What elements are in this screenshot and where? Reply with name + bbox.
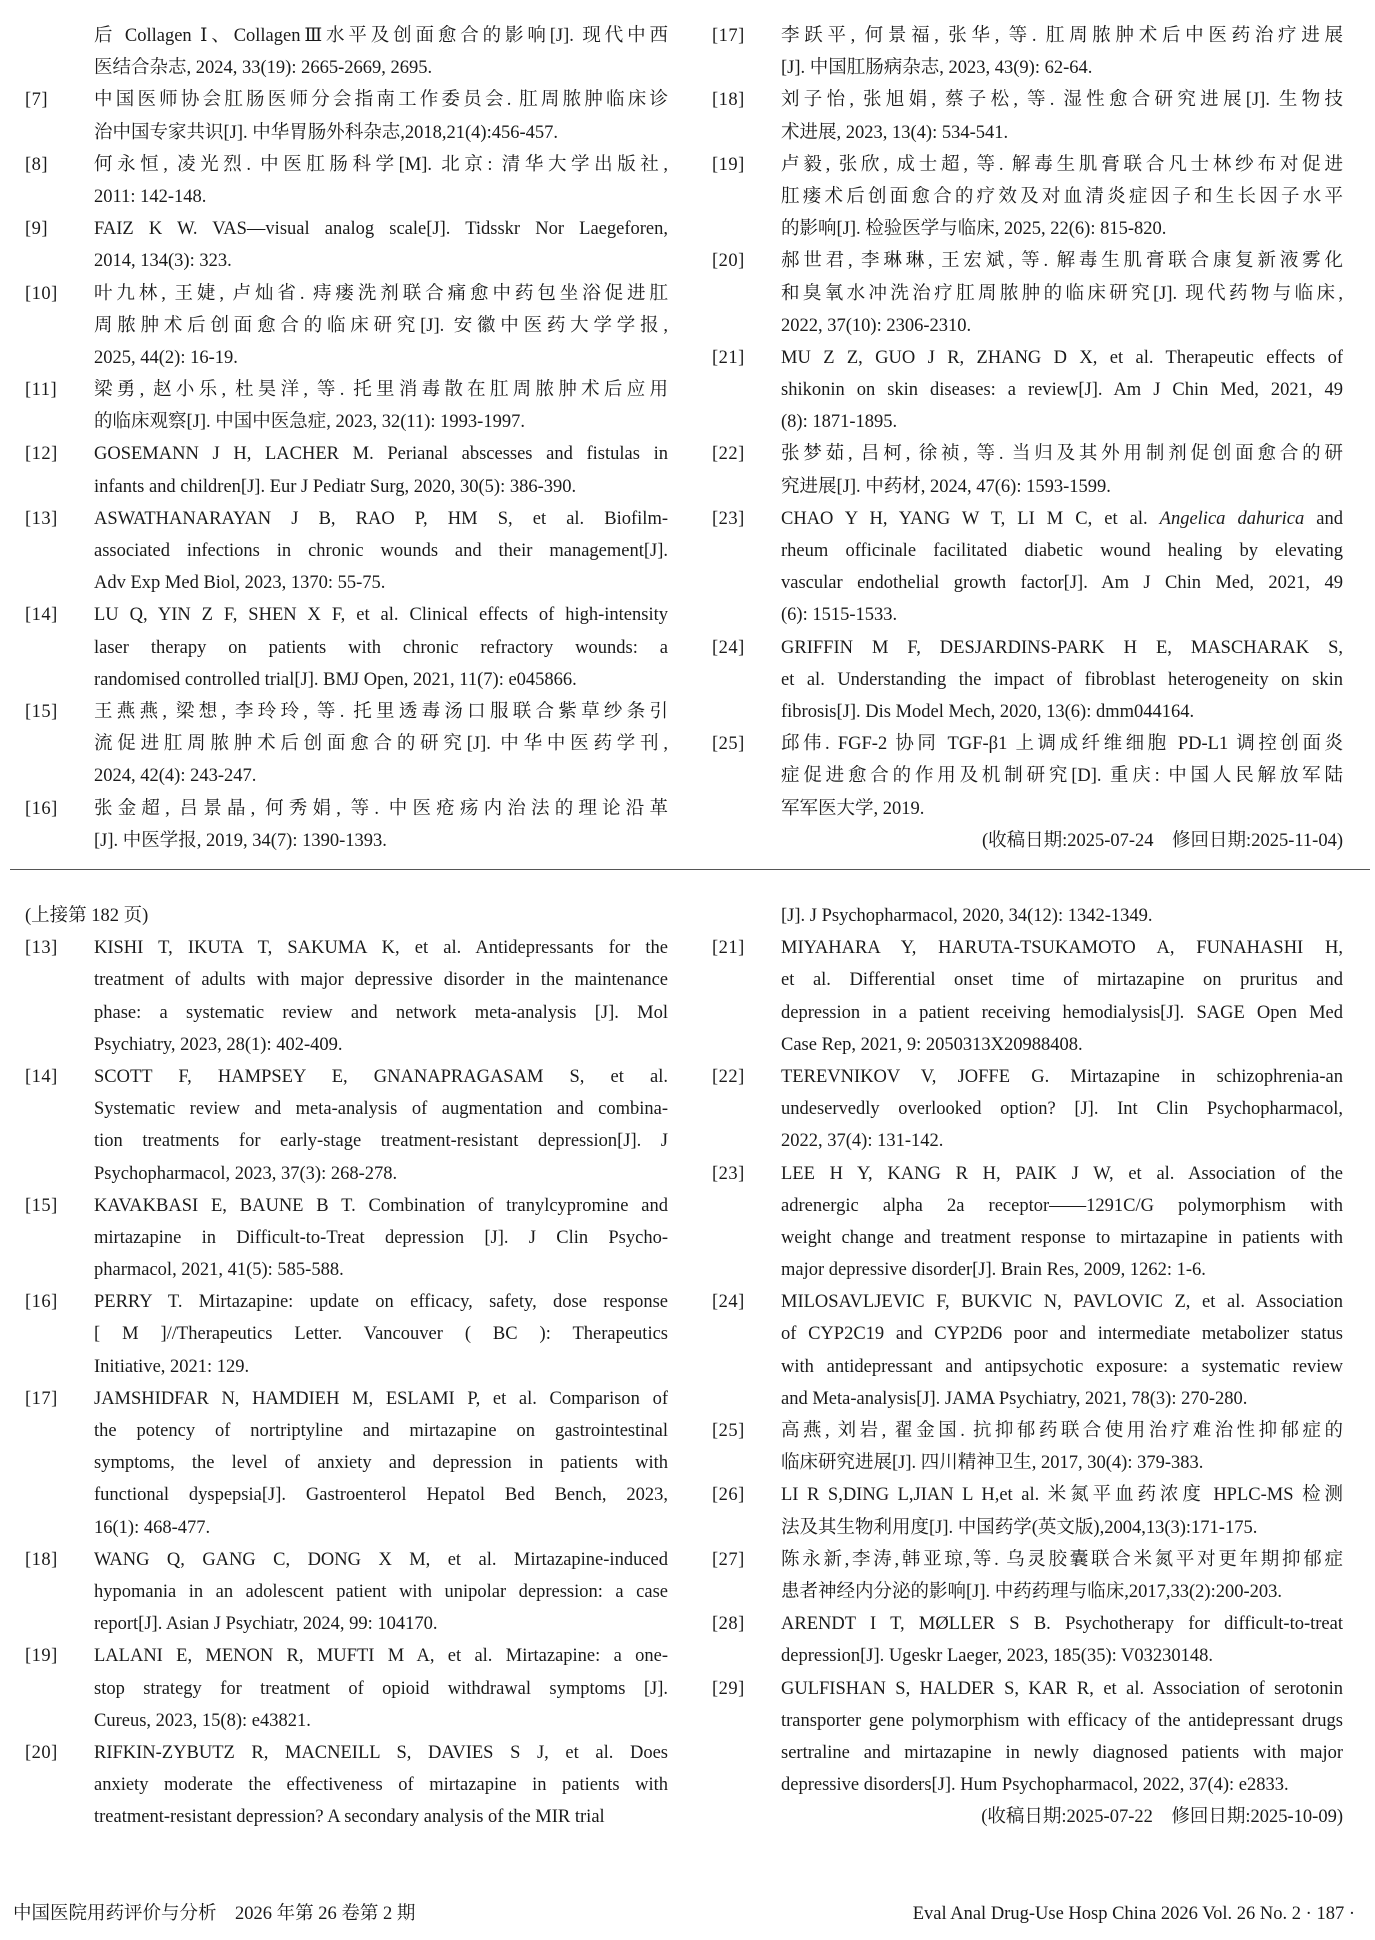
reference-text — [781, 84, 1343, 148]
reference-item — [712, 438, 1343, 502]
reference-line: 和臭氧水冲洗治疗肛周脓肿的临床研究[J]. 现代药物与临床, — [781, 283, 1343, 304]
reference-line: depression in a patient receiving hemodialysis[J]. SAGE Open Med — [781, 1002, 1343, 1023]
reference-text — [94, 1737, 668, 1834]
reference-line: Case Rep, 2021, 9: 2050313X20988408. — [781, 1034, 1083, 1055]
reference-number: [24] — [712, 1292, 745, 1313]
reference-text — [94, 438, 668, 502]
reference-line: anxiety moderate the effectiveness of mirtazapine in patients with — [94, 1775, 668, 1796]
reference-item — [712, 1158, 1343, 1287]
reference-line: major depressive disorder[J]. Brain Res, 2009, 1262: 1-6. — [781, 1260, 1206, 1281]
reference-line: 李跃平, 何景福, 张华, 等. 肛周脓肿术后中医药治疗进展 — [781, 26, 1343, 46]
reference-text — [94, 1640, 668, 1737]
reference-line: randomised controlled trial[J]. BMJ Open, 2021, 11(7): e045866. — [94, 669, 577, 690]
reference-line: et al. Understanding the impact of fibroblast heterogeneity on skin — [781, 669, 1343, 690]
reference-number: [14] — [25, 605, 58, 626]
reference-line: JAMSHIDFAR N, HAMDIEH M, ESLAMI P, et al. Comparison of — [94, 1388, 668, 1409]
reference-line: 2011: 142-148. — [94, 186, 207, 207]
reference-number: [17] — [25, 1388, 58, 1409]
reference-line: LI R S,DING L,JIAN L H,et al. 米氮平血药浓度 HPLC-MS 检测 — [781, 1485, 1343, 1506]
reference-line: 临床研究进展[J]. 四川精神卫生, 2017, 30(4): 379-383. — [781, 1453, 1204, 1474]
reference-line: 陈永新,李涛,韩亚琼,等. 乌灵胶囊联合米氮平对更年期抑郁症 — [781, 1549, 1343, 1570]
reference-number: [15] — [25, 701, 58, 722]
reference-text — [94, 1061, 668, 1190]
reference-text — [781, 1544, 1343, 1608]
reference-item — [712, 245, 1343, 342]
reference-line: Psychiatry, 2023, 28(1): 402-409. — [94, 1034, 343, 1055]
reference-line: 张金超, 吕景晶, 何秀娟, 等. 中医疮疡内治法的理论沿革 — [94, 798, 668, 819]
reference-item — [25, 696, 668, 793]
journal-footer-english: Eval Anal Drug-Use Hosp China 2026 Vol. 26 No. 2 · 187 · — [912, 1904, 1355, 1924]
reference-line: ASWATHANARAYAN J B, RAO P, HM S, et al. Biofilm- — [94, 508, 668, 529]
reference-number: [14] — [25, 1066, 58, 1087]
reference-list — [712, 20, 1343, 825]
reference-line: [J]. 中医学报, 2019, 34(7): 1390-1393. — [94, 830, 387, 851]
reference-number: [8] — [25, 154, 49, 175]
reference-item — [25, 84, 668, 148]
reference-item — [25, 1190, 668, 1287]
reference-line: vascular endothelial growth factor[J]. Am J Chin Med, 2021, 49 — [781, 573, 1343, 594]
reference-line-text: CHAO Y H, YANG W T, LI M C, et al. — [781, 508, 1148, 529]
reference-line: the potency of nortriptyline and mirtazapine on gastrointestinal — [94, 1421, 668, 1441]
reference-line: 梁勇, 赵小乐, 杜昊洋, 等. 托里消毒散在肛周脓肿术后应用 — [94, 380, 668, 401]
journal-footer-chinese: 中国医院用药评价与分析 2026 年第 26 卷第 2 期 — [13, 1904, 416, 1924]
reference-line: 术进展, 2023, 13(4): 534-541. — [781, 122, 1009, 143]
reference-text — [94, 503, 668, 600]
reference-item — [25, 503, 668, 600]
reference-line: pharmacol, 2021, 41(5): 585-588. — [94, 1260, 344, 1281]
reference-number: [19] — [712, 154, 745, 175]
reference-line: hypomania in an adolescent patient with unipolar depression: a case — [94, 1581, 668, 1602]
reference-line: 卢毅, 张欣, 成士超, 等. 解毒生肌膏联合凡士林纱布对促进 — [781, 154, 1343, 175]
reference-line: TEREVNIKOV V, JOFFE G. Mirtazapine in schizophrenia-an — [781, 1066, 1343, 1087]
reference-line: 法及其生物利用度[J]. 中国药学(英文版),2004,13(3):171-175. — [781, 1517, 1258, 1538]
reference-line: 症促进愈合的作用及机制研究[D]. 重庆: 中国人民解放军陆 — [781, 766, 1343, 787]
reference-item — [712, 1286, 1343, 1415]
reference-line: WANG Q, GANG C, DONG X M, et al. Mirtazapine-induced — [94, 1549, 668, 1570]
reference-list — [25, 932, 668, 1833]
reference-line: 患者神经内分泌的影响[J]. 中药药理与临床,2017,33(2):200-203. — [781, 1581, 1283, 1602]
reference-line: 2014, 134(3): 323. — [94, 251, 232, 272]
italic-species-name: Angelica dahurica — [1159, 508, 1305, 529]
reference-number: [17] — [712, 26, 745, 46]
reference-line: 中国医师协会肛肠医师分会指南工作委员会. 肛周脓肿临床诊 — [94, 90, 668, 111]
reference-line: 的影响[J]. 检验医学与临床, 2025, 22(6): 815-820. — [781, 219, 1167, 240]
reference-item — [25, 1061, 668, 1190]
reference-line: MIYAHARA Y, HARUTA-TSUKAMOTO A, FUNAHASHI H, — [781, 938, 1343, 959]
reference-line: 2022, 37(4): 131-142. — [781, 1131, 944, 1152]
reference-number: [18] — [712, 90, 745, 111]
reference-line: 周脓肿术后创面愈合的临床研究[J]. 安徽中医药大学学报, — [94, 315, 668, 336]
reference-line: symptoms, the level of anxiety and depression in patients with — [94, 1453, 668, 1474]
reference-line: Psychopharmacol, 2023, 37(3): 268-278. — [94, 1163, 398, 1184]
reference-number: [26] — [712, 1485, 745, 1506]
reference-number: [20] — [712, 251, 745, 272]
reference-line: of CYP2C19 and CYP2D6 poor and intermediate metabolizer status — [781, 1324, 1343, 1345]
reference-line: 王燕燕, 梁想, 李玲玲, 等. 托里透毒汤口服联合紫草纱条引 — [94, 701, 668, 722]
reference-line: 刘子怡, 张旭娟, 蔡子松, 等. 湿性愈合研究进展[J]. 生物技 — [781, 90, 1343, 111]
reference-line: KAVAKBASI E, BAUNE B T. Combination of tranylcypromine and — [94, 1195, 668, 1216]
reference-number: [23] — [712, 1163, 745, 1184]
reference-item — [25, 1640, 668, 1737]
reference-item — [25, 599, 668, 696]
reference-number: [19] — [25, 1646, 58, 1667]
reference-number: [18] — [25, 1549, 58, 1570]
reference-text — [781, 20, 1343, 84]
reference-number: [22] — [712, 1066, 745, 1087]
reference-line: depressive disorders[J]. Hum Psychopharmacol, 2022, 37(4): e2833. — [781, 1775, 1289, 1796]
reference-text — [781, 1608, 1343, 1672]
reference-line: undeservedly overlooked option? [J]. Int Clin Psychopharmacol, — [781, 1099, 1343, 1120]
reference-text — [781, 728, 1343, 825]
reference-line: (6): 1515-1533. — [781, 605, 898, 626]
reference-line: MU Z Z, GUO J R, ZHANG D X, et al. Therapeutic effects of — [781, 347, 1343, 368]
reference-number: [7] — [25, 90, 49, 111]
reference-item — [712, 1608, 1343, 1672]
reference-number: [16] — [25, 1292, 58, 1313]
reference-item — [25, 1286, 668, 1383]
reference-line: 16(1): 468-477. — [94, 1517, 211, 1538]
reference-number: [28] — [712, 1614, 745, 1635]
reference-line: with antidepressant and antipsychotic exposure: a systematic review — [781, 1356, 1343, 1377]
reference-line: 2025, 44(2): 16-19. — [94, 347, 238, 368]
reference-text — [781, 342, 1343, 439]
reference-item — [25, 932, 668, 1061]
reference-line: Initiative, 2021: 129. — [94, 1356, 250, 1377]
reference-number: [29] — [712, 1678, 745, 1699]
reference-item — [25, 374, 668, 438]
reference-text — [781, 438, 1343, 502]
reference-line: 究进展[J]. 中药材, 2024, 47(6): 1593-1599. — [781, 476, 1111, 497]
reference-item — [712, 1673, 1343, 1802]
reference-line: 何永恒, 凌光烈. 中医肛肠科学[M]. 北京: 清华大学出版社, — [94, 154, 668, 175]
reference-item — [712, 632, 1343, 729]
reference-line: functional dyspepsia[J]. Gastroenterol Hepatol Bed Bench, 2023, — [94, 1485, 668, 1506]
reference-line: phase: a systematic review and network meta-analysis [J]. Mol — [94, 1002, 668, 1023]
reference-text — [781, 149, 1343, 246]
reference-line: infants and children[J]. Eur J Pediatr Surg, 2020, 30(5): 386-390. — [94, 476, 577, 497]
reference-line: FAIZ K W. VAS—visual analog scale[J]. Tidsskr Nor Laegeforen, — [94, 219, 668, 240]
reference-number: [13] — [25, 508, 58, 529]
reference-item — [25, 213, 668, 277]
reference-line: stop strategy for treatment of opioid withdrawal symptoms [J]. — [94, 1678, 668, 1699]
reference-line: 叶九林, 王婕, 卢灿省. 痔瘘洗剂联合痛愈中药包坐浴促进肛 — [94, 283, 668, 304]
reference-line: 治中国专家共识[J]. 中华胃肠外科杂志,2018,21(4):456-457. — [94, 122, 559, 143]
reference-text — [94, 1286, 668, 1383]
reference-line: GULFISHAN S, HALDER S, KAR R, et al. Association of serotonin — [781, 1678, 1343, 1699]
reference-item — [25, 1544, 668, 1641]
reference-line: Systematic review and meta-analysis of augmentation and combina- — [94, 1099, 668, 1120]
reference-text — [781, 932, 1343, 1061]
reference-line: 军军医大学, 2019. — [781, 798, 925, 819]
reference-list — [712, 932, 1343, 1801]
reference-text — [781, 1415, 1343, 1479]
reference-text — [781, 1286, 1343, 1415]
reference-text — [94, 793, 668, 857]
reference-line: Cureus, 2023, 15(8): e43821. — [94, 1710, 311, 1731]
reference-item — [25, 1737, 668, 1834]
reference-line: laser therapy on patients with chronic refractory wounds: a — [94, 637, 668, 658]
reference-number: [22] — [712, 444, 745, 465]
reference-number: [25] — [712, 1421, 745, 1441]
reference-line: 张梦茹, 吕柯, 徐祯, 等. 当归及其外用制剂促创面愈合的研 — [781, 444, 1343, 465]
reference-line: 2024, 42(4): 243-247. — [94, 766, 257, 787]
reference-text — [94, 149, 668, 213]
reference-text — [94, 1190, 668, 1287]
reference-line: weight change and treatment response to mirtazapine in patients with — [781, 1227, 1343, 1248]
reference-number: [20] — [25, 1742, 58, 1763]
reference-number: [25] — [712, 734, 745, 755]
reference-number: [21] — [712, 347, 745, 368]
received-revised-dates: (收稿日期:2025-07-22 修回日期:2025-10-09) — [981, 1807, 1343, 1828]
reference-item — [712, 342, 1343, 439]
reference-text — [781, 245, 1343, 342]
reference-text — [781, 632, 1343, 729]
reference-line: adrenergic alpha 2a receptor——1291C/G polymorphism with — [781, 1195, 1343, 1216]
reference-list — [25, 84, 668, 857]
reference-line: transporter gene polymorphism with efficacy of the antidepressant drugs — [781, 1710, 1343, 1731]
received-revised-dates: (收稿日期:2025-07-24 修回日期:2025-11-04) — [981, 830, 1343, 851]
reference-line: LEE H Y, KANG R H, PAIK J W, et al. Association of the — [781, 1163, 1343, 1184]
reference-number: [12] — [25, 444, 58, 465]
reference-line: 郝世君, 李琳琳, 王宏斌, 等. 解毒生肌膏联合康复新液雾化 — [781, 251, 1343, 272]
reference-line: LU Q, YIN Z F, SHEN X F, et al. Clinical effects of high-intensity — [94, 605, 668, 626]
reference-item — [712, 84, 1343, 148]
reference-line: 的临床观察[J]. 中国中医急症, 2023, 32(11): 1993-1997. — [94, 412, 525, 433]
reference-line: mirtazapine in Difficult-to-Treat depression [J]. J Clin Psycho- — [94, 1227, 668, 1248]
reference-item — [25, 278, 668, 375]
reference-text — [781, 1673, 1343, 1802]
reference-line: treatment-resistant depression? A secondary analysis of the MIR trial — [94, 1807, 605, 1828]
reference-text — [94, 84, 668, 148]
reference-text — [94, 278, 668, 375]
reference-line: report[J]. Asian J Psychiatr, 2024, 99: 104170. — [94, 1614, 438, 1635]
reference-line: 2022, 37(10): 2306-2310. — [781, 315, 972, 336]
reference-line: rheum officinale facilitated diabetic wound healing by elevating — [781, 541, 1343, 561]
reference-line: tion treatments for early-stage treatment-resistant depression[J]. J — [94, 1131, 668, 1152]
reference-line: 后 Collagen Ⅰ、CollagenⅢ水平及创面愈合的影响[J]. 现代中西 — [94, 26, 668, 46]
reference-line: RIFKIN-ZYBUTZ R, MACNEILL S, DAVIES S J, et al. Does — [94, 1742, 668, 1763]
reference-line: 高燕, 刘岩, 翟金国. 抗抑郁药联合使用治疗难治性抑郁症的 — [781, 1421, 1343, 1441]
reference-text — [94, 374, 668, 438]
top-left-column — [25, 20, 668, 857]
reference-number: [11] — [25, 380, 58, 401]
bottom-left-column — [25, 900, 668, 1833]
reference-line: LALANI E, MENON R, MUFTI M A, et al. Mirtazapine: a one- — [94, 1646, 668, 1667]
continued-from-note: (上接第 182 页) — [25, 906, 149, 926]
reference-item — [712, 1061, 1343, 1158]
reference-line: [ M ]//Therapeutics Letter. Vancouver ( BC ): Therapeutics — [94, 1324, 668, 1345]
reference-line: (8): 1871-1895. — [781, 412, 898, 433]
reference-text — [94, 696, 668, 793]
reference-line: [J]. J Psychopharmacol, 2020, 34(12): 1342-1349. — [781, 906, 1153, 926]
reference-text — [781, 1158, 1343, 1287]
reference-item — [25, 149, 668, 213]
reference-item — [712, 149, 1343, 246]
reference-number: [27] — [712, 1549, 745, 1570]
reference-number: [13] — [25, 938, 58, 959]
reference-number: [24] — [712, 637, 745, 658]
reference-item — [712, 503, 1343, 632]
reference-line: 流促进肛周脓肿术后创面愈合的研究[J]. 中华中医药学刊, — [94, 734, 668, 755]
reference-line: associated infections in chronic wounds and their management[J]. — [94, 541, 668, 561]
reference-number: [9] — [25, 219, 49, 240]
reference-line: [J]. 中国肛肠病杂志, 2023, 43(9): 62-64. — [781, 58, 1093, 79]
reference-line: fibrosis[J]. Dis Model Mech, 2020, 13(6): dmm044164. — [781, 701, 1195, 722]
reference-number: [15] — [25, 1195, 58, 1216]
reference-line: treatment of adults with major depressive disorder in the maintenance — [94, 970, 668, 991]
reference-line: et al. Differential onset time of mirtazapine on pruritus and — [781, 970, 1343, 991]
reference-line: MILOSAVLJEVIC F, BUKVIC N, PAVLOVIC Z, et al. Association — [781, 1292, 1343, 1313]
reference-number: [16] — [25, 798, 58, 819]
reference-text — [94, 599, 668, 696]
reference-text — [781, 1479, 1343, 1543]
reference-item — [25, 438, 668, 502]
reference-line: sertraline and mirtazapine in newly diagnosed patients with major — [781, 1742, 1343, 1763]
reference-number: [23] — [712, 508, 745, 529]
reference-item — [712, 1415, 1343, 1479]
reference-number: [10] — [25, 283, 58, 304]
reference-line: SCOTT F, HAMPSEY E, GNANAPRAGASAM S, et al. — [94, 1066, 668, 1087]
reference-item — [712, 1479, 1343, 1543]
reference-line: 肛瘘术后创面愈合的疗效及对血清炎症因子和生长因子水平 — [781, 186, 1343, 207]
reference-line: GRIFFIN M F, DESJARDINS-PARK H E, MASCHARAK S, — [781, 637, 1343, 658]
reference-line: Adv Exp Med Biol, 2023, 1370: 55-75. — [94, 573, 386, 594]
reference-line: and Meta-analysis[J]. JAMA Psychiatry, 2021, 78(3): 270-280. — [781, 1388, 1248, 1409]
bottom-right-column — [712, 900, 1343, 1833]
reference-text — [94, 932, 668, 1061]
reference-line: 邱伟. FGF-2 协同 TGF-β1 上调成纤维细胞 PD-L1 调控创面炎 — [781, 734, 1343, 755]
reference-item — [712, 728, 1343, 825]
reference-line — [781, 503, 1343, 535]
continued-reference — [94, 20, 668, 84]
reference-line: GOSEMANN J H, LACHER M. Perianal abscesses and fistulas in — [94, 444, 668, 465]
reference-line: ARENDT I T, MØLLER S B. Psychotherapy for difficult-to-treat — [781, 1614, 1343, 1635]
top-right-column — [712, 20, 1343, 857]
reference-line: depression[J]. Ugeskr Laeger, 2023, 185(35): V03230148. — [781, 1646, 1214, 1667]
reference-item — [25, 793, 668, 857]
reference-line-text: and — [1316, 508, 1343, 529]
reference-line: shikonin on skin diseases: a review[J]. Am J Chin Med, 2021, 49 — [781, 380, 1343, 401]
continued-reference — [781, 900, 1343, 932]
reference-text — [781, 503, 1343, 632]
reference-line: KISHI T, IKUTA T, SAKUMA K, et al. Antidepressants for the — [94, 938, 668, 959]
section-divider — [10, 869, 1370, 870]
reference-number: [21] — [712, 938, 745, 959]
reference-item — [25, 1383, 668, 1544]
reference-item — [712, 1544, 1343, 1608]
reference-item — [712, 932, 1343, 1061]
reference-line: 医结合杂志, 2024, 33(19): 2665-2669, 2695. — [94, 58, 433, 79]
reference-text — [94, 1383, 668, 1544]
reference-item — [712, 20, 1343, 84]
reference-line: PERRY T. Mirtazapine: update on efficacy, safety, dose response — [94, 1292, 668, 1313]
reference-text — [94, 1544, 668, 1641]
reference-text — [94, 213, 668, 277]
reference-text — [781, 1061, 1343, 1158]
